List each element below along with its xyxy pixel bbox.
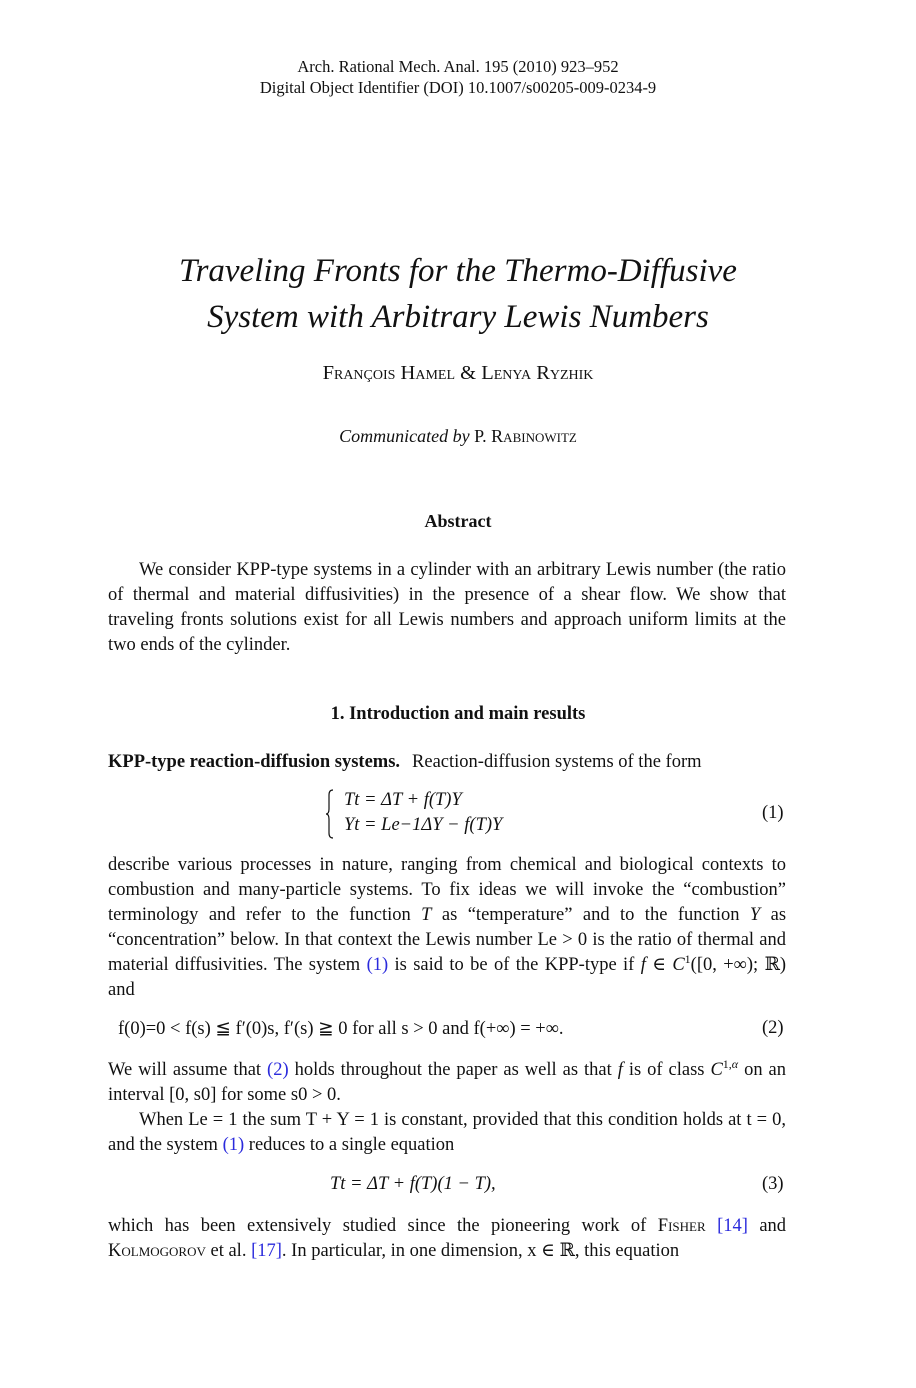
equation-3-number: (3) [762, 1174, 784, 1194]
paragraph-1-text: Reaction-diffusion systems of the form [412, 752, 702, 772]
p3-text-1: We will assume that [108, 1060, 262, 1080]
doi-line: Digital Object Identifier (DOI) 10.1007/s00205-009-0234-9 [259, 78, 657, 97]
p2-text-1: describe various processes in nature, ranging from chemical and biological contexts to combustion and many-particle systems. To fix ideas we will invoke the “combustion” terminology and refer to the function [108, 855, 786, 925]
equation-1-number: (1) [762, 803, 784, 823]
p3-text-3: is of class [628, 1060, 705, 1080]
equation-2: f(0)=0 < f(s) ≦ f′(0)s, f′(s) ≧ 0 for all s > 0 and f(+∞) = +∞. [118, 1019, 564, 1039]
symbol-T: T [421, 905, 432, 925]
journal-citation: Arch. Rational Mech. Anal. 195 (2010) 923–952 [297, 57, 619, 76]
symbol-f: f [617, 1060, 623, 1080]
p5-text-4: . In particular, in one dimension, x ∈ ℝ, this equation [281, 1241, 680, 1261]
abstract-heading: Abstract [424, 511, 492, 531]
paragraph-5 [108, 1214, 786, 1264]
p4-text-2: reduces to a single equation [248, 1135, 455, 1155]
author-kolmogorov: Kolmogorov [108, 1241, 206, 1261]
ref-eq-1-link-2[interactable]: (1) [222, 1135, 245, 1155]
p5-text-2: and [759, 1216, 787, 1236]
paragraph-4 [108, 1108, 786, 1158]
p4-text-1: When Le = 1 the sum T + Y = 1 is constant, provided that this condition holds at t = 0, and the system [108, 1110, 786, 1155]
p2-text-3: as “concentration” below. In that context the Lewis number Le > 0 is the ratio of thermal and material diffusivities. The system [108, 905, 787, 975]
communicated-by [0, 426, 916, 447]
paragraph-3: We will assume that (2) holds throughout the paper as well as that f is of class $C^{1,\alpha}$ on an interval [0, s0] for some s0 > 0. [108, 1056, 787, 1105]
ref-eq-2-link[interactable]: (2) [267, 1060, 289, 1080]
section-heading: 1. Introduction and main results [330, 704, 586, 724]
communicated-prefix: Communicated by [339, 426, 470, 446]
equation-1-line-2: Yt = Le−1ΔY − f(T)Y [344, 815, 503, 835]
title-line-2: System with Arbitrary Lewis Numbers [207, 299, 709, 335]
equation-3: Tt = ΔT + f(T)(1 − T), [330, 1174, 496, 1194]
p3-text-4: on an interval [0, s0] for some s0 > 0. [108, 1060, 787, 1105]
p5-text-3: et al. [210, 1241, 247, 1261]
symbol-Y: Y [749, 905, 761, 925]
math-f-in-C1: f [640, 955, 646, 975]
left-brace [326, 789, 334, 839]
p5-text-1: which has been extensively studied since the pioneering work of [108, 1216, 647, 1236]
runin-heading: KPP-type reaction-diffusion systems. [108, 752, 401, 772]
communicating-editor: P. Rabinowitz [474, 426, 577, 446]
equation-2-number: (2) [762, 1018, 784, 1038]
p2-text-2: as “temperature” and to the function [441, 905, 740, 925]
ref-17-link[interactable]: [17] [251, 1241, 282, 1261]
ref-eq-1-link[interactable]: (1) [366, 955, 389, 975]
paragraph-1 [108, 750, 786, 775]
equation-1-line-1: Tt = ΔT + f(T)Y [344, 790, 462, 810]
title-line-1: Traveling Fronts for the Thermo-Diffusive [179, 253, 737, 289]
p2-text-5: and [108, 980, 135, 1000]
paragraph-2: describe various processes in nature, ranging from chemical and biological contexts to combustion and many-particle systems. To fix ideas we will invoke the “combustion” terminology and refer to the function T as “temperature” and to the function Y as “concentration” below. In that context the Lewis number Le > 0 is the ratio of thermal and material diffusivities. The system (1) is said to be of the KPP-type if f ∈ $C^1([0$, +∞); ℝ) and [108, 855, 787, 1000]
math-C1alpha: C [710, 1060, 723, 1080]
abstract-text: We consider KPP-type systems in a cylinder with an arbitrary Lewis number (the ratio of thermal and material diffusivities) in the presence of a shear flow. We show that traveling fronts solutions exist for all Lewis numbers and approach uniform limits at the two ends of the cylinder. [108, 560, 786, 655]
journal-header [0, 56, 916, 98]
p2-text-4: is said to be of the KPP-type if [394, 955, 635, 975]
p3-text-2: holds throughout the paper as well as that [294, 1060, 612, 1080]
authors: François Hamel & Lenya Ryzhik [322, 362, 594, 384]
paper-title [0, 248, 916, 340]
ref-14-link[interactable]: [14] [717, 1216, 748, 1236]
author-fisher: Fisher [657, 1216, 706, 1236]
